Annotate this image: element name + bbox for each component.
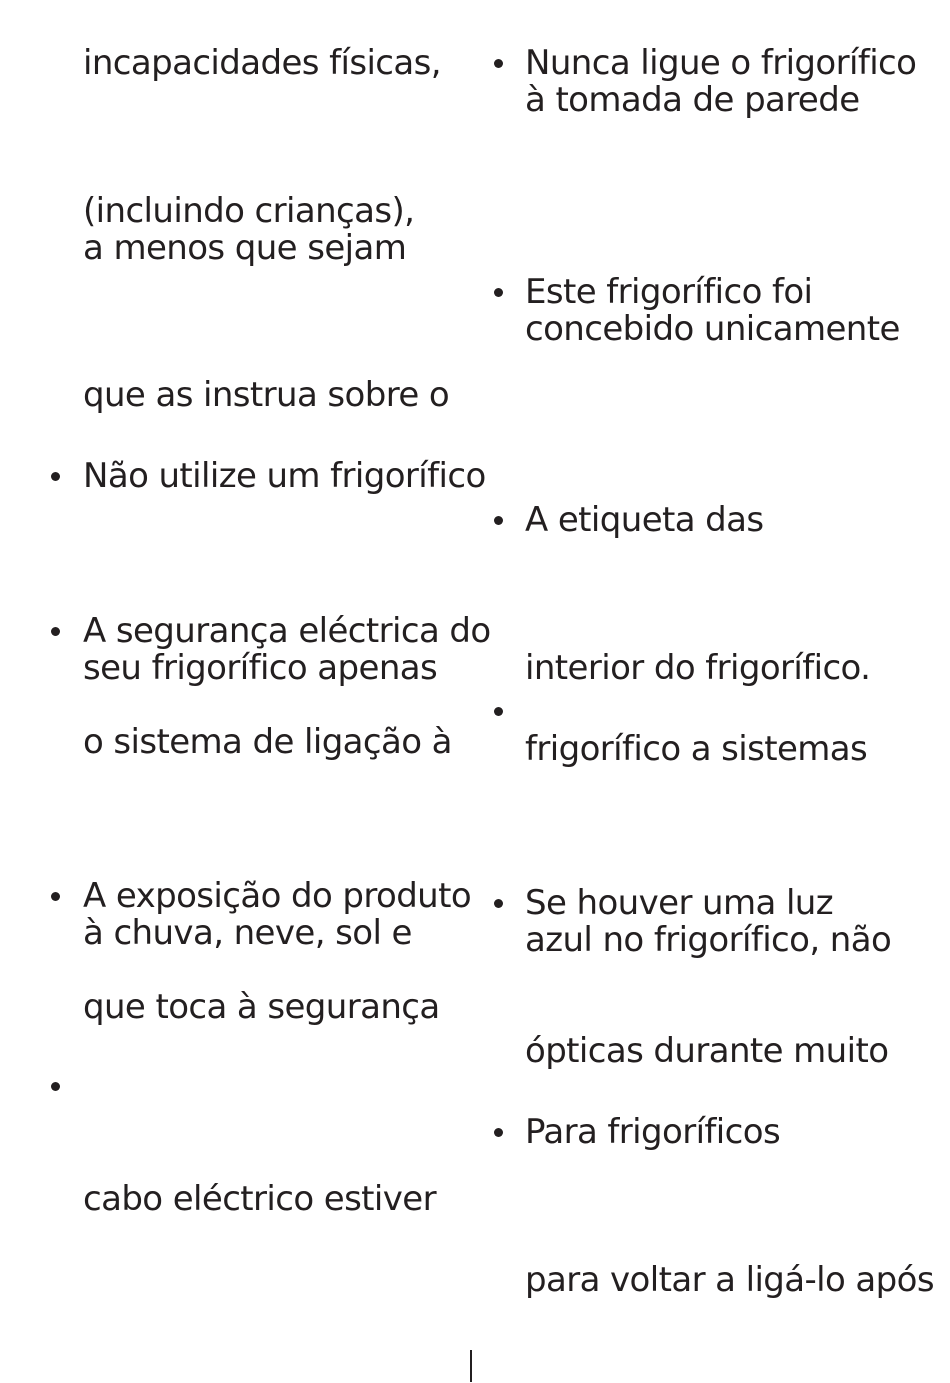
list-item-text: A exposição do produto [83,876,472,916]
text-line: o sistema de ligação à [83,722,452,762]
text-line: ópticas durante muito [525,1031,889,1071]
text-line: (incluindo crianças), [83,191,415,231]
bullet-icon [494,1128,503,1137]
text-line: incapacidades físicas, [83,43,441,83]
list-item-text: Nunca ligue o frigorífico [525,43,917,83]
list-item-text: A segurança eléctrica do [83,611,491,651]
text-line: a menos que sejam [83,228,407,268]
bullet-icon [51,472,60,481]
list-item-text: concebido unicamente [525,309,900,349]
bullet-icon [51,1082,60,1091]
text-line: para voltar a ligá-lo após [525,1260,934,1300]
bullet-icon [494,288,503,297]
text-line: que toca à segurança [83,987,440,1027]
bullet-icon [494,516,503,525]
bullet-icon [494,899,503,908]
text-line: interior do frigorífico. [525,648,871,688]
page-divider-mark [470,1350,472,1382]
text-line: que as instrua sobre o [83,375,450,415]
list-item-text: Este frigorífico foi [525,272,813,312]
list-item-text: Não utilize um frigorífico [83,456,486,496]
list-item-text: azul no frigorífico, não [525,920,892,960]
list-item-text: Se houver uma luz [525,883,833,923]
list-item-text: à tomada de parede [525,80,860,120]
list-item-text: à chuva, neve, sol e [83,913,412,953]
bullet-icon [51,627,60,636]
list-item-text: A etiqueta das [525,500,764,540]
bullet-icon [494,707,503,716]
bullet-icon [51,892,60,901]
text-line: frigorífico a sistemas [525,729,868,769]
bullet-icon [494,59,503,68]
text-line: cabo eléctrico estiver [83,1179,436,1219]
list-item-text: seu frigorífico apenas [83,648,438,688]
list-item-text: Para frigoríficos [525,1112,781,1152]
